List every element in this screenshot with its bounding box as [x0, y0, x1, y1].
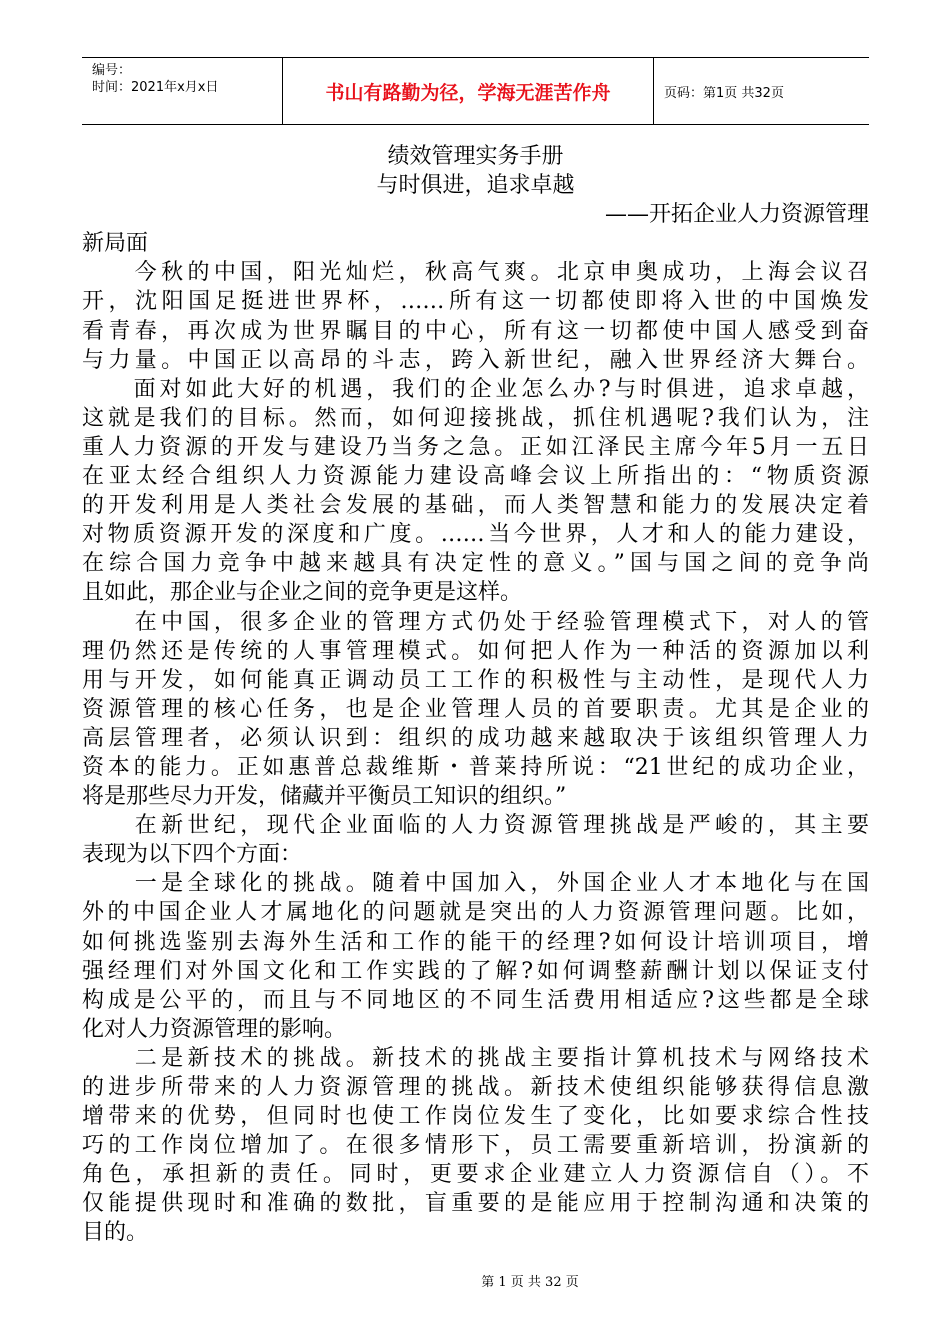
text-line: 增带来的优势，但同时也使工作岗位发生了变化，比如要求综合性技	[82, 1104, 869, 1130]
text-line: 在新世纪，现代企业面临的人力资源管理挑战是严峻的，其主要	[82, 813, 869, 839]
text-line: 今秋的中国，阳光灿烂，秋高气爽。北京申奥成功，上海会议召	[82, 260, 869, 286]
text-line: 强经理们对外国文化和工作实践的了解?如何调整薪酬计划以保证支付	[82, 958, 869, 984]
text-line: 开，沈阳国足挺进世界杯，……所有这一切都使即将入世的中国焕发	[82, 289, 869, 315]
text-line: 外的中国企业人才属地化的问题就是突出的人力资源管理问题。比如，	[82, 900, 869, 926]
text-line: 角色，承担新的责任。同时，更要求企业建立人力资源信自（）。不	[82, 1162, 869, 1188]
text-line: 一是全球化的挑战。随着中国加入，外国企业人才本地化与在国	[82, 871, 869, 897]
text-line: 目的。	[82, 1220, 149, 1246]
document-title: 绩效管理实务手册	[387, 144, 564, 169]
text-line: 看青春，再次成为世界瞩目的中心，所有这一切都使中国人感受到奋	[82, 318, 869, 344]
text-line: 仅能提供现时和准确的数批，盲重要的是能应用于控制沟通和决策的	[82, 1191, 869, 1217]
text-line: 面对如此大好的机遇，我们的企业怎么办?与时俱进，追求卓越，	[82, 376, 869, 402]
text-line: 在中国，很多企业的管理方式仍处于经验管理模式下，对人的管	[82, 609, 869, 635]
document-byline: ——开拓企业人力资源管理	[604, 202, 869, 228]
text-line: 重人力资源的开发与建设乃当务之急。正如江泽民主席今年5月一五日	[82, 434, 869, 460]
header-page-info: 页码：第1页 共32页	[664, 85, 784, 101]
document-time-label: 时间：2021年x月x日	[92, 80, 219, 95]
header-meta	[82, 58, 282, 124]
text-line: 对物质资源开发的深度和广度。……当今世界，人才和人的能力建设，	[82, 522, 869, 548]
text-line: 化对人力资源管理的影响。	[82, 1016, 347, 1042]
text-line: 高层管理者，必须认识到：组织的成功越来越取决于该组织管理人力	[82, 725, 869, 751]
text-line: 的进步所带来的人力资源管理的挑战。新技术使组织能够获得信息激	[82, 1075, 869, 1100]
text-line: 构成是公平的，而且与不同地区的不同生活费用相适应?这些都是全球	[82, 987, 869, 1013]
text-line: 这就是我们的目标。然而，如何迎接挑战，抓住机遇呢?我们认为，注	[82, 405, 869, 431]
text-line: 用与开发，如何能真正调动员工工作的积极性与主动性，是现代人力	[82, 667, 869, 693]
text-line: 如何挑选鉴别去海外生活和工作的能干的经理?如何设计培训项目，增	[82, 929, 869, 955]
text-line: 表现为以下四个方面：	[82, 842, 303, 868]
header-slogan: 书山有路勤为径，学海无涯苦作舟	[282, 58, 654, 124]
document-subtitle: 与时俱进，追求卓越	[376, 173, 575, 199]
text-line: 且如此，那企业与企业之间的竞争更是这样。	[82, 580, 523, 606]
document-body	[82, 142, 869, 1248]
body-text	[82, 229, 869, 1247]
text-line: 巧的工作岗位增加了。在很多情形下，员工需要重新培训，扮演新的	[82, 1133, 869, 1159]
text-line: 在综合国力竞争中越来越具有决定性的意义。”国与国之间的竞争尚	[82, 551, 869, 577]
text-line: 在亚太经合组织人力资源能力建设高峰会议上所指出的：“物质资源	[82, 464, 869, 490]
text-line: 新局面	[82, 231, 149, 257]
document-number-label: 编号：	[92, 63, 132, 78]
text-line: 资本的能力。正如惠普总裁维斯・普莱持所说：“21世纪的成功企业，	[82, 754, 869, 780]
text-line: 二是新技术的挑战。新技术的挑战主要指计算机技术与网络技术	[82, 1045, 869, 1071]
text-line: 与力量。中国正以高昂的斗志，跨入新世纪，融入世界经济大舞台。	[82, 347, 869, 373]
text-line: 理仍然还是传统的人事管理模式。如何把人作为一种活的资源加以利	[82, 638, 869, 664]
text-line: 资源管理的核心任务，也是企业管理人员的首要职责。尤其是企业的	[82, 696, 869, 722]
text-line: 的开发利用是人类社会发展的基础，而人类智慧和能力的发展决定着	[82, 493, 869, 519]
page-footer: 第 1 页 共 32 页	[481, 1275, 579, 1290]
page-header	[82, 57, 869, 125]
text-line: 将是那些尽力开发，储藏并平衡员工知识的组织。”	[82, 784, 567, 810]
